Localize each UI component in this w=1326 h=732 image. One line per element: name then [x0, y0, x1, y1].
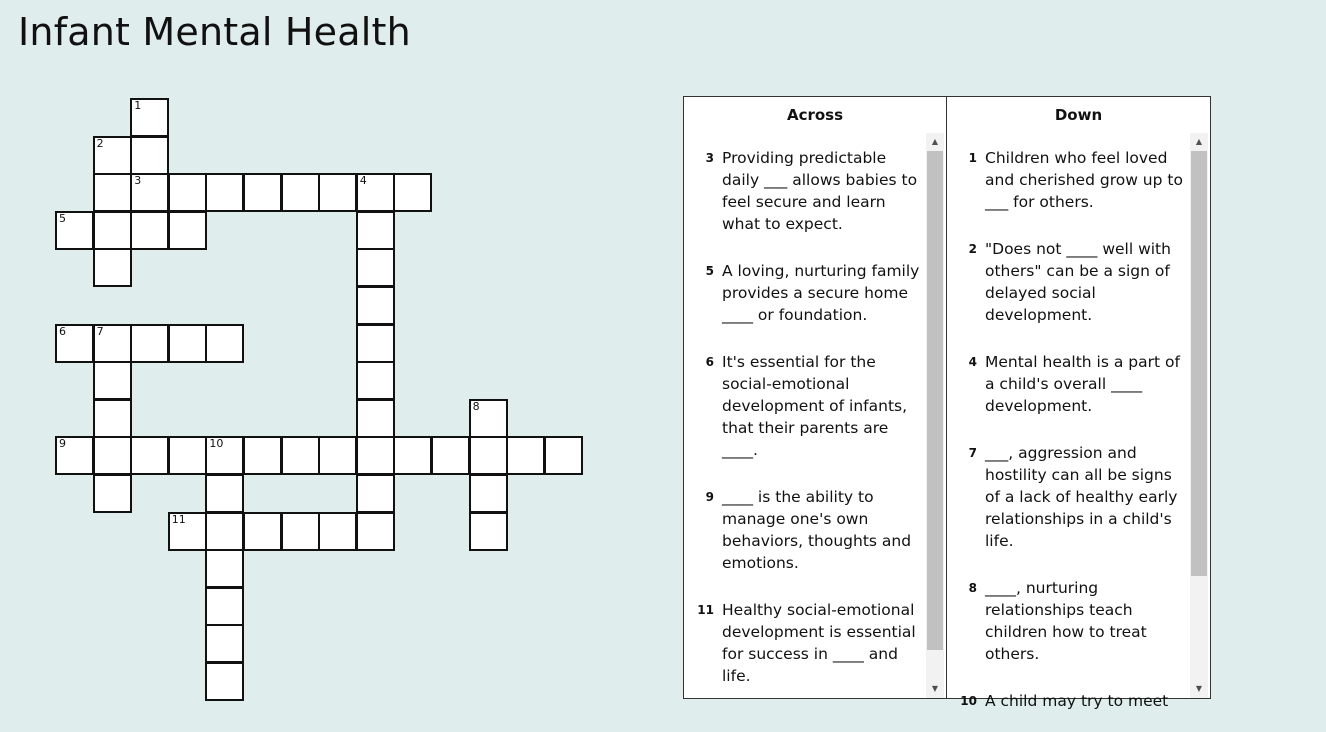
grid-cell[interactable]: [130, 136, 169, 175]
triangle-up-icon[interactable]: ▲: [1195, 137, 1203, 146]
grid-cell[interactable]: [356, 512, 395, 551]
across-heading: Across: [786, 106, 844, 124]
cell-number: 11: [171, 512, 186, 526]
grid-cell[interactable]: [205, 624, 244, 663]
grid-cell[interactable]: [168, 173, 207, 212]
grid-cell[interactable]: [356, 248, 395, 287]
scrollbar-thumb[interactable]: [927, 151, 943, 650]
down-clue-10[interactable]: [955, 690, 1186, 712]
down-clue-scroll[interactable]: [947, 133, 1210, 710]
clues-panel: [683, 96, 1211, 710]
grid-cell[interactable]: [130, 324, 169, 363]
grid-cell[interactable]: [243, 436, 282, 475]
triangle-up-icon[interactable]: ▲: [931, 137, 939, 146]
cell-number: 2: [96, 136, 104, 150]
grid-cell[interactable]: [93, 173, 132, 212]
grid-cell[interactable]: [243, 173, 282, 212]
puzzle-title: Infant Mental Health: [18, 10, 411, 54]
down-heading: Down: [1054, 106, 1103, 124]
grid-cell[interactable]: [281, 436, 320, 475]
grid-cell[interactable]: [281, 173, 320, 212]
down-clue-list: [947, 133, 1210, 712]
grid-cell[interactable]: [393, 173, 432, 212]
grid-cell[interactable]: [205, 324, 244, 363]
grid-cell[interactable]: [205, 474, 244, 513]
clue-text: Children who feel loved and cherished grow up to ___ for others.: [985, 149, 1183, 211]
across-scrollbar[interactable]: [924, 133, 946, 698]
grid-cell[interactable]: [130, 436, 169, 475]
grid-cell[interactable]: [168, 211, 207, 250]
clue-text: ____ is the ability to manage one's own behaviors, thoughts and emotions.: [722, 488, 912, 572]
across-clue-list: [684, 133, 946, 687]
grid-cell[interactable]: [205, 173, 244, 212]
clue-number: 4: [968, 355, 977, 369]
grid-cell[interactable]: [168, 324, 207, 363]
grid-cell[interactable]: [318, 173, 357, 212]
grid-cell[interactable]: [205, 549, 244, 588]
grid-cell[interactable]: [318, 512, 357, 551]
grid-cell[interactable]: [93, 474, 132, 513]
grid-cell[interactable]: [93, 399, 132, 438]
clue-number: 1: [968, 151, 977, 165]
cell-number: 6: [59, 324, 66, 338]
grid-cell[interactable]: [318, 436, 357, 475]
grid-cell[interactable]: [393, 436, 432, 475]
down-clue-7[interactable]: [955, 442, 1186, 552]
clue-number: 10: [960, 694, 977, 708]
grid-cell[interactable]: [130, 98, 169, 137]
grid-cell[interactable]: [168, 512, 207, 551]
grid-cell[interactable]: [356, 324, 395, 363]
clue-text: A loving, nurturing family provides a secure home ____ or foundation.: [722, 262, 920, 324]
grid-cell[interactable]: [93, 211, 132, 250]
grid-cell[interactable]: [431, 436, 470, 475]
cell-number: 1: [134, 99, 142, 112]
clue-number: 9: [705, 490, 714, 504]
down-clue-1[interactable]: [955, 147, 1186, 213]
across-clue-scroll[interactable]: [684, 133, 946, 698]
grid-cell[interactable]: [130, 211, 169, 250]
crossword-grid: [0, 0, 660, 732]
cell-number: 9: [59, 437, 66, 451]
across-clue-5[interactable]: [692, 260, 922, 326]
scrollbar-thumb[interactable]: [1191, 151, 1207, 576]
across-clue-3[interactable]: [692, 147, 922, 235]
grid-cell[interactable]: [55, 324, 94, 363]
grid-cell[interactable]: [469, 436, 508, 475]
grid-cell[interactable]: [469, 474, 508, 513]
cell-number: 7: [96, 324, 104, 338]
clue-number: 3: [705, 151, 714, 165]
clue-text: Healthy social-emotional development is essential for success in ____ and life.: [722, 601, 916, 685]
grid-cell[interactable]: [356, 399, 395, 438]
grid-cell[interactable]: [205, 587, 244, 626]
across-clue-11[interactable]: [692, 599, 922, 687]
grid-cell[interactable]: [168, 436, 207, 475]
grid-cell[interactable]: [205, 436, 244, 475]
grid-cell[interactable]: [506, 436, 545, 475]
down-scrollbar[interactable]: [1188, 133, 1210, 698]
grid-cell[interactable]: [469, 399, 508, 438]
grid-cell[interactable]: [281, 512, 320, 551]
grid-cell[interactable]: [356, 286, 395, 325]
down-clue-2[interactable]: [955, 238, 1186, 326]
clue-text: ____, nurturing relationships teach children how to treat others.: [985, 579, 1147, 663]
grid-cell[interactable]: [356, 211, 395, 250]
grid-cell[interactable]: [469, 512, 508, 551]
clue-text: ___, aggression and hostility can all be signs of a lack of healthy early relationships in a child's life.: [985, 444, 1178, 550]
grid-cell[interactable]: [93, 324, 132, 363]
grid-cell[interactable]: [130, 173, 169, 212]
clue-number: 11: [697, 603, 714, 617]
across-clue-6[interactable]: [692, 351, 922, 461]
clue-number: 8: [968, 581, 977, 595]
clue-number: 2: [968, 242, 977, 256]
cell-number: 8: [472, 399, 480, 413]
cell-number: 10: [209, 437, 224, 451]
grid-cell[interactable]: [55, 211, 94, 250]
grid-cell[interactable]: [544, 436, 583, 475]
grid-cell[interactable]: [356, 436, 395, 475]
grid-cell[interactable]: [243, 512, 282, 551]
clue-number: 5: [705, 264, 714, 278]
clue-number: 6: [705, 355, 714, 369]
down-clue-4[interactable]: [955, 351, 1186, 417]
grid-cell[interactable]: [93, 361, 132, 400]
grid-cell[interactable]: [356, 474, 395, 513]
grid-cell[interactable]: [356, 173, 395, 212]
grid-cell[interactable]: [205, 662, 244, 701]
across-column: [684, 97, 947, 698]
triangle-down-icon[interactable]: ▼: [1195, 684, 1203, 693]
clue-text: It's essential for the social-emotional development of infants, that their parents are ____.: [722, 353, 908, 459]
grid-cell[interactable]: [93, 436, 132, 475]
clue-text: "Does not ____ well with others" can be a sign of delayed social development.: [985, 240, 1171, 324]
cell-number: 4: [359, 174, 367, 188]
clue-text: Mental health is a part of a child's overall ____ development.: [985, 353, 1180, 415]
clue-text: Providing predictable daily ___ allows babies to feel secure and learn what to expect.: [722, 149, 918, 233]
cell-number: 3: [134, 174, 142, 188]
triangle-down-icon[interactable]: ▼: [931, 684, 939, 693]
grid-cell[interactable]: [356, 361, 395, 400]
clue-number: 7: [968, 446, 977, 460]
down-clue-8[interactable]: [955, 577, 1186, 665]
down-column: [947, 97, 1210, 710]
across-clue-9[interactable]: [692, 486, 922, 574]
grid-cell[interactable]: [93, 136, 132, 175]
grid-cell[interactable]: [93, 248, 132, 287]
grid-cell[interactable]: [205, 512, 244, 551]
cell-number: 5: [59, 211, 66, 225]
clue-text: A child may try to meet: [985, 692, 1169, 710]
grid-cell[interactable]: [55, 436, 94, 475]
